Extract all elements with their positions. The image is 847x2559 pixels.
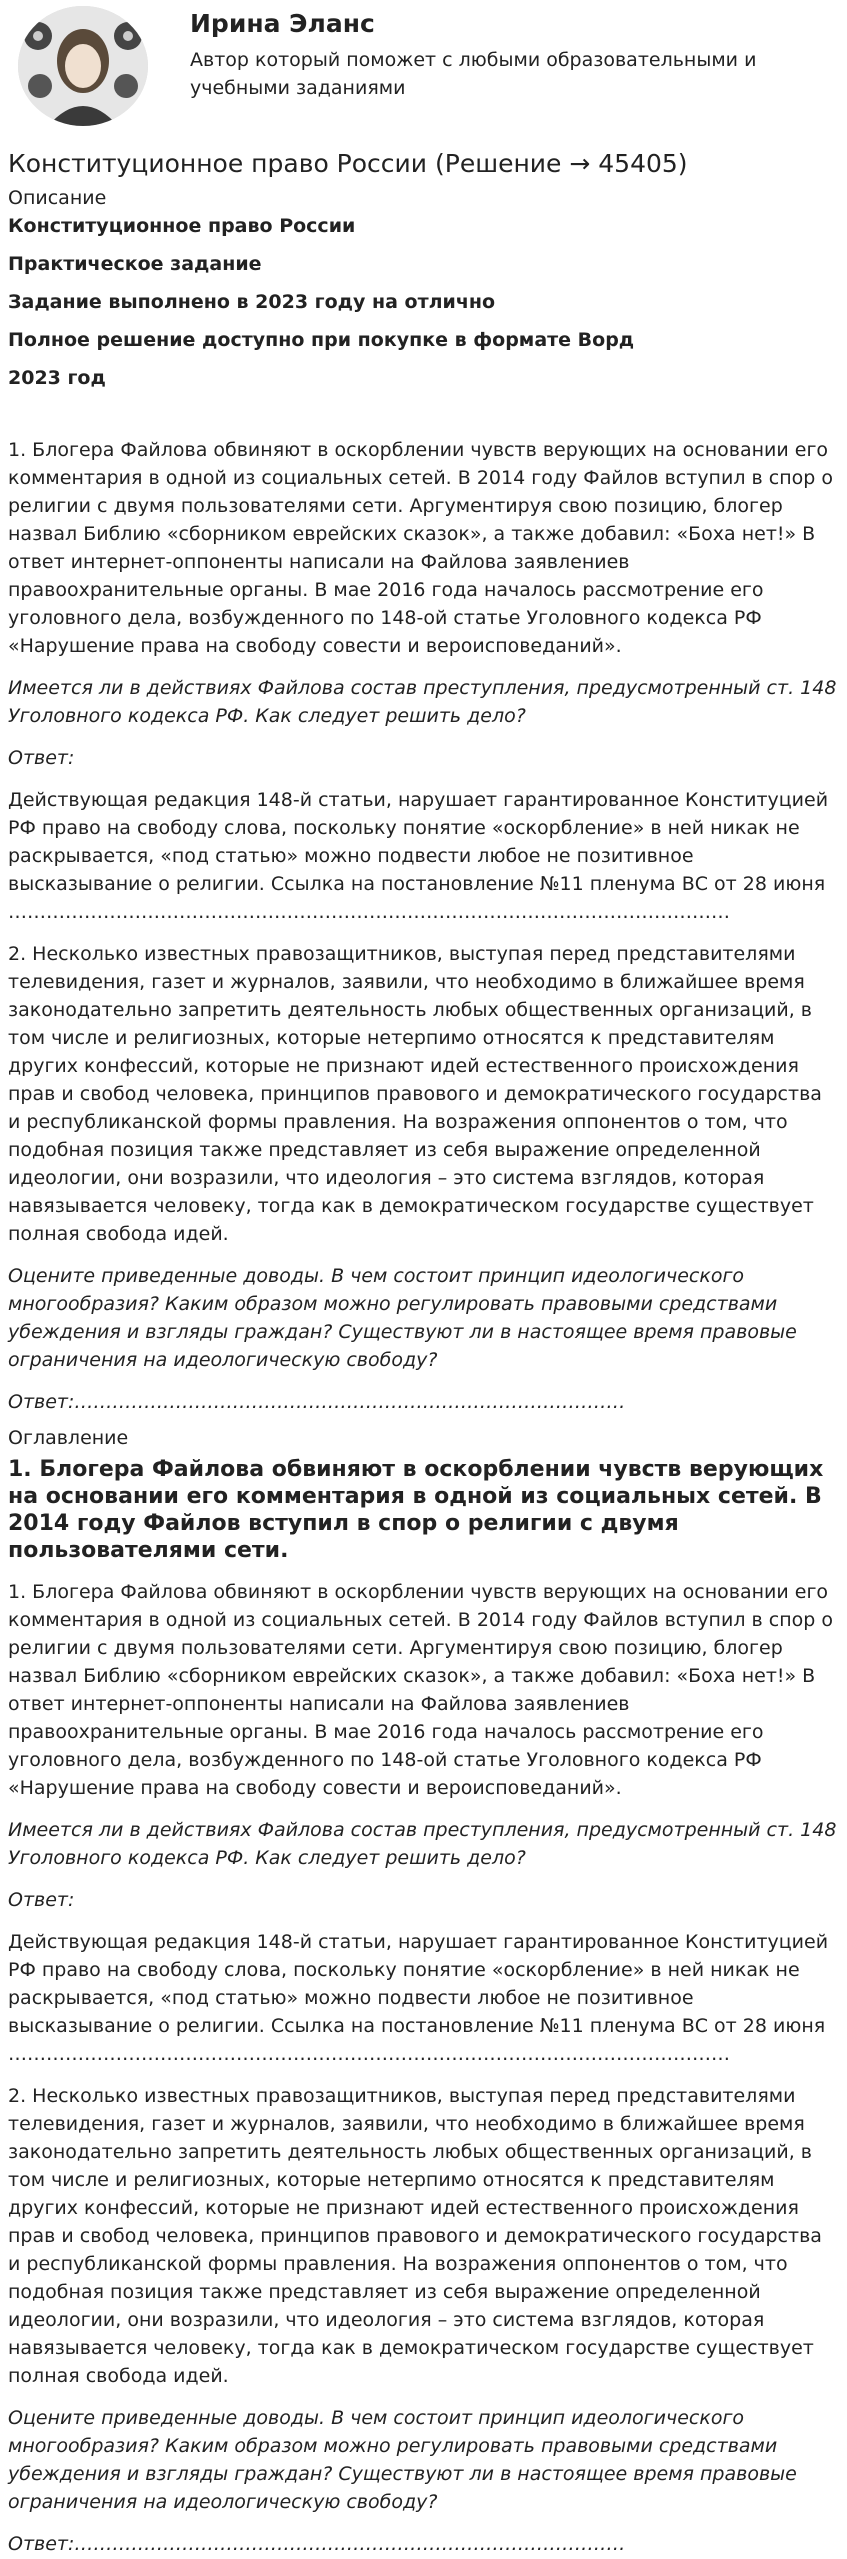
- section-heading: 1. Блогера Файлова обвиняют в оскорблении чувств верующих на основании его комментария в одной из социальных сетей. В 2014 году Файлов вступил в спор о религии с двумя пользователями сети.: [8, 1457, 824, 1563]
- task2-text: 2. Несколько известных правозащитников, выступая перед представителями телевидения, газет и журналов, заявили, что необходимо в ближайшее время законодательно запретить деятельность любых общественных организаций, в том числе и религиозных, которые нетерпимо относятся к представителям других конфессий, которые не признают идей естественного происхождения прав и свобод человека, принципов правового и демократического государства и республиканской формы правления. На возражения оппонентов о том, что подобная позиция также представляет из себя выражение определенной идеологии, они возразили, что идеология – это система взглядов, которая навязывается человеку, тогда как в демократическом государстве существует полная свобода идей.: [8, 2085, 822, 2387]
- task1-question: Имеется ли в действиях Файлова состав преступления, предусмотренный ст. 148 Уголовного кодекса РФ. Как следует решить дело?: [8, 677, 837, 727]
- meta-line: Задание выполнено в 2023 году на отлично: [8, 291, 496, 313]
- author-card: [8, 0, 839, 140]
- task1-question: Имеется ли в действиях Файлова состав преступления, предусмотренный ст. 148 Уголовного кодекса РФ. Как следует решить дело?: [8, 1819, 837, 1869]
- task2-question: Оцените приведенные доводы. В чем состоит принцип идеологического многообразия? Каким образом можно регулировать правовыми средствами убеждения и взгляды граждан? Существуют ли в настоящее время правовые ограничения на идеологическую свободу?: [8, 2407, 797, 2513]
- description-label: Описание: [8, 187, 107, 209]
- task1-text: 1. Блогера Файлова обвиняют в оскорблении чувств верующих на основании его комментария в одной из социальных сетей. В 2014 году Файлов вступил в спор о религии с двумя пользователями сети. Аргументируя свою позицию, блогер назвал Библию «сборником еврейских сказок», а также добавил: «Боха нет!» В ответ интернет-оппоненты написали на Файлова заявлениев правоохранительные органы. В мае 2016 года началось рассмотрение его уголовного дела, возбужденного по 148-ой статье Уголовного кодекса РФ «Нарушение права на свободу совести и вероисповеданий».: [8, 1581, 833, 1799]
- task2-text: 2. Несколько известных правозащитников, выступая перед представителями телевидения, газет и журналов, заявили, что необходимо в ближайшее время законодательно запретить деятельность любых общественных организаций, в том числе и религиозных, которые нетерпимо относятся к представителям других конфессий, которые не признают идей естественного происхождения прав и свобод человека, принципов правового и демократического государства и республиканской формы правления. На возражения оппонентов о том, что подобная позиция также представляет из себя выражение определенной идеологии, они возразили, что идеология – это система взглядов, которая навязывается человеку, тогда как в демократическом государстве существует полная свобода идей.: [8, 943, 822, 1245]
- task1-answer-label: Ответ:: [8, 747, 75, 769]
- description-body: [8, 436, 839, 1416]
- toc-label: Оглавление: [8, 1427, 129, 1449]
- meta-line: 2023 год: [8, 367, 106, 389]
- avatar-photo: [18, 6, 148, 126]
- task2-answer-line: Ответ:……………………………………………………………………………: [8, 2533, 626, 2555]
- task1-answer-label: Ответ:: [8, 1889, 75, 1911]
- task1-dots: ……………………………………………………………………………………………………: [8, 2043, 730, 2065]
- meta-line: Практическое задание: [8, 253, 262, 275]
- task1-dots: ……………………………………………………………………………………………………: [8, 901, 730, 923]
- author-name[interactable]: Ирина Эланс: [190, 9, 375, 38]
- section-body: [8, 1578, 839, 2558]
- task2-answer-line: Ответ:……………………………………………………………………………: [8, 1391, 626, 1413]
- task2-question: Оцените приведенные доводы. В чем состоит принцип идеологического многообразия? Каким образом можно регулировать правовыми средствами убеждения и взгляды граждан? Существуют ли в настоящее время правовые ограничения на идеологическую свободу?: [8, 1265, 797, 1371]
- author-description: Автор который поможет с любыми образовательными и учебными заданиями: [190, 49, 757, 99]
- task1-answer-text: Действующая редакция 148-й статьи, нарушает гарантированное Конституцией РФ право на свободу слова, поскольку понятие «оскорбление» в ней никак не раскрывается, «под статью» можно подвести любое не позитивное высказывание о религии. Ссылка на постановление №11 пленума ВС от 28 июня: [8, 1931, 829, 2037]
- task1-answer-text: Действующая редакция 148-й статьи, нарушает гарантированное Конституцией РФ право на свободу слова, поскольку понятие «оскорбление» в ней никак не раскрывается, «под статью» можно подвести любое не позитивное высказывание о религии. Ссылка на постановление №11 пленума ВС от 28 июня: [8, 789, 829, 895]
- author-avatar[interactable]: [18, 6, 148, 126]
- meta-line: Конституционное право России: [8, 215, 356, 237]
- page-title: Конституционное право России (Решение → 45405): [8, 149, 688, 178]
- meta-line: Полное решение доступно при покупке в формате Ворд: [8, 329, 635, 351]
- task1-text: 1. Блогера Файлова обвиняют в оскорблении чувств верующих на основании его комментария в одной из социальных сетей. В 2014 году Файлов вступил в спор о религии с двумя пользователями сети. Аргументируя свою позицию, блогер назвал Библию «сборником еврейских сказок», а также добавил: «Боха нет!» В ответ интернет-оппоненты написали на Файлова заявлениев правоохранительные органы. В мае 2016 года началось рассмотрение его уголовного дела, возбужденного по 148-ой статье Уголовного кодекса РФ «Нарушение права на свободу совести и вероисповеданий».: [8, 439, 833, 657]
